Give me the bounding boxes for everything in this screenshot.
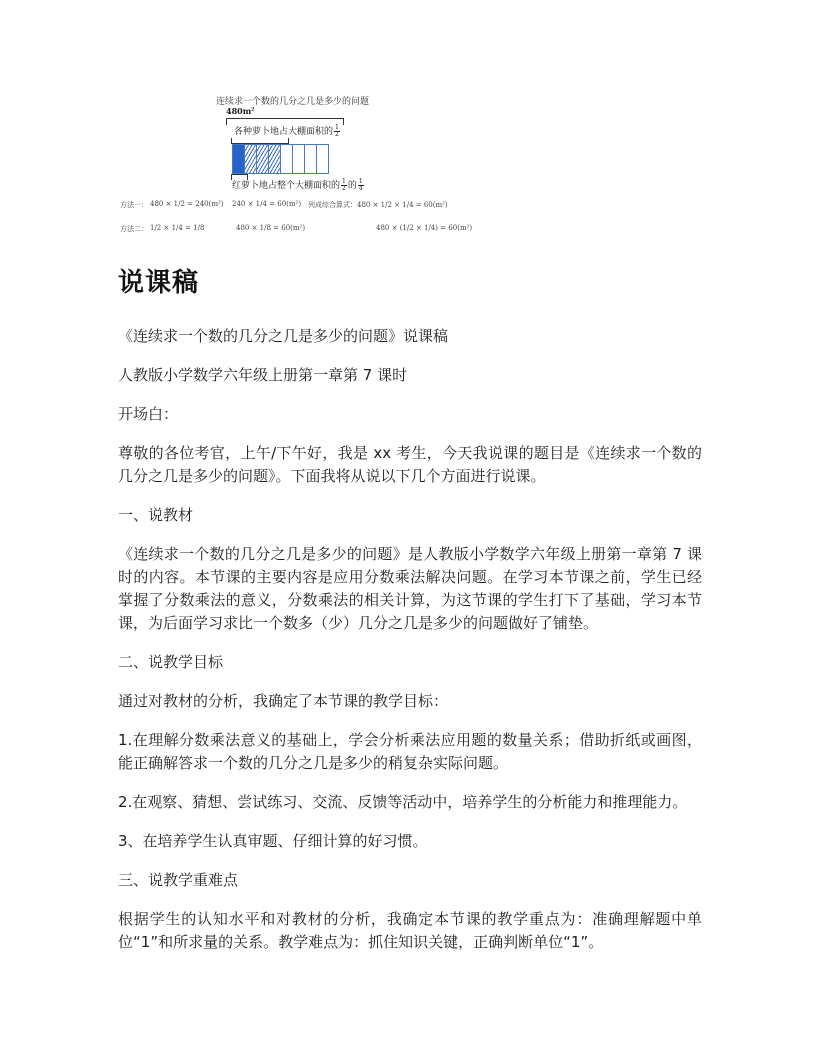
method-one-combined: 列成综合算式：480 × 1/2 × 1/4 = 60(m²): [308, 201, 448, 209]
bar-segment-8: [316, 144, 329, 174]
key-points-paragraph: 根据学生的认知水平和对教材的分析，我确定本节课的教学重点为：准确理解题中单位“1”和所求量的关系。教学难点为：抓住知识关键，正确判断单位“1”。: [118, 910, 702, 951]
method-two-step-b: 480 × 1/8 = 60(m²): [236, 224, 306, 232]
bottom-label: 红萝卜地占整个大棚面积的 $\frac{1}{2}$ 的 $\frac{1}{4}$: [232, 178, 363, 192]
area-label: $480m^2$: [226, 106, 255, 116]
document-body: [118, 262, 702, 970]
method-two-label: 方法二：: [120, 225, 148, 233]
method-one-step-a: 480 × 1/2 = 240(m²): [150, 200, 224, 208]
objective-1: 1.在理解分数乘法意义的基础上，学会分析乘法应用题的数量关系；借助折纸或画图，能正确解答求一个数的几分之几是多少的稍复杂实际问题。: [118, 731, 702, 772]
method-two-step-a: 1/2 × 1/4 = 1/8: [150, 224, 205, 232]
objective-3: 3、在培养学生认真审题、仔细计算的好习惯。: [118, 832, 428, 850]
textbook-info: 人教版小学数学六年级上册第一章第 7 课时: [118, 366, 408, 384]
section-heading-key-points: 三、说教学重难点: [118, 871, 239, 889]
lesson-title: 《连续求一个数的几分之几是多少的问题》说课稿: [118, 327, 449, 345]
illustration: [112, 88, 472, 238]
opening-heading: 开场白：: [118, 405, 179, 423]
objective-2: 2.在观察、猜想、尝试练习、交流、反馈等活动中，培养学生的分析能力和推理能力。: [118, 793, 688, 811]
fraction-bars: [232, 144, 328, 174]
section-heading-objectives: 二、说教学目标: [118, 653, 224, 671]
page-title: 说课稿: [118, 268, 200, 298]
objectives-intro: 通过对教材的分析，我确定了本节课的教学目标：: [118, 692, 449, 710]
top-label: 各种萝卜地占大棚面积的 $\frac{1}{2}$: [234, 124, 339, 138]
section-heading-textbook: 一、说教材: [118, 506, 194, 524]
method-one-step-b: 240 × 1/4 = 60(m²): [232, 200, 302, 208]
textbook-paragraph: 《连续求一个数的几分之几是多少的问题》是人教版小学数学六年级上册第一章第 7 课时的内容。本节课的主要内容是应用分数乘法解决问题。在学习本节课之前，学生已经掌握了分数乘法的意义，分数乘法的相关计算，为这节课的学生打下了基础，学习本节课，为后面学习求比一个数多（少）几分之几是多少的问题做好了铺垫。: [118, 545, 702, 632]
opening-paragraph: 尊敬的各位考官，上午/下午好，我是 xx 考生，今天我说课的题目是《连续求一个数的几分之几是多少的问题》。下面我将从说以下几个方面进行说课。: [118, 444, 702, 485]
figure-title: 连续求一个数的几分之几是多少的问题: [216, 97, 370, 107]
method-one-label: 方法一：: [120, 201, 148, 209]
method-two-combined: 480 × (1/2 × 1/4) = 60(m²): [376, 224, 473, 232]
